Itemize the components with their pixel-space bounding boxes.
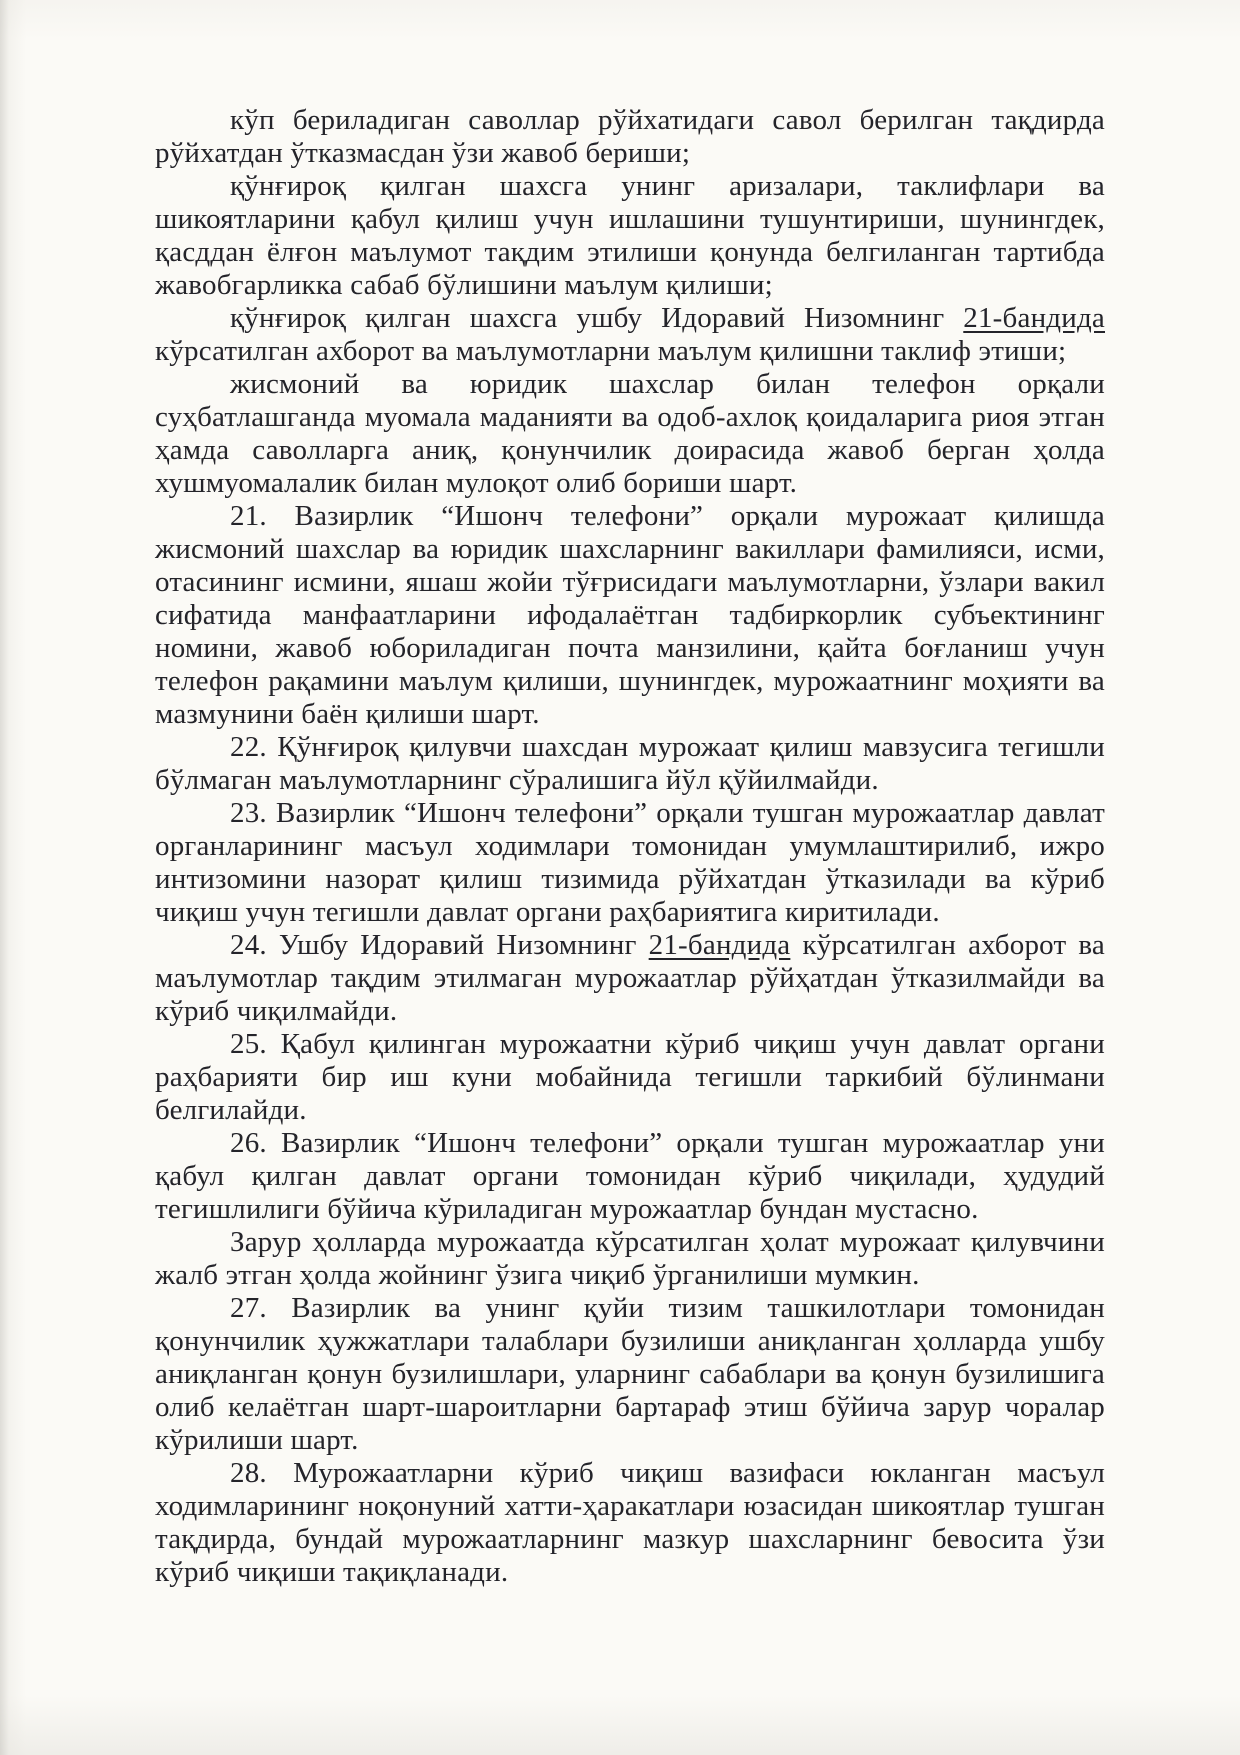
- clause-text-before-ref: қўнғироқ қилган шахсга ушбу Идоравий Низомнинг: [230, 302, 964, 334]
- clause-26: 26. Вазирлик “Ишонч телефони” орқали тушган мурожаатлар уни қабул қилган давлат органи томонидан кўриб чиқилади, ҳудудий тегишлилиги бўйича кўриладиган мурожаатлар бундан мустасно.: [155, 1127, 1105, 1225]
- clause-text-after-ref: кўрсатилган ахборот ва маълумотлар тақдим этилмаган мурожаатлар рўйҳатдан ўтказилмайди ва кўриб чиқилмайди.: [155, 929, 1106, 1027]
- clause-text-before-ref: 24. Ушбу Идоравий Низомнинг: [230, 929, 649, 961]
- band-21-reference: 21-бандида: [648, 929, 791, 961]
- band-21-reference: 21-бандида: [963, 302, 1105, 334]
- clause-27: 27. Вазирлик ва унинг қуйи тизим ташкилотлари томонидан қонунчилик ҳужжатлари талаблари бузилиши аниқланган ҳолларда ушбу аниқланган қонун бузилишлари, уларнинг сабаблари ва қонун бузилишига олиб келаётган шарт-шароитларни бартараф этиш бўйича зарур чоралар кўрилиши шарт.: [155, 1292, 1105, 1456]
- clause-26-note: Зарур ҳолларда мурожаатда кўрсатилган ҳолат мурожаат қилувчини жалб этган ҳолда жойнинг ўзига чиқиб ўрганилиши мумкин.: [155, 1226, 1105, 1291]
- clause-offer-required-info: [155, 302, 1105, 368]
- clause-21: 21. Вазирлик “Ишонч телефони” орқали мурожаат қилишда жисмоний шахслар ва юридик шахсларнинг вакиллари фамилияси, исми, отасининг исмини, яшаш жойи тўғрисидаги маълумотларни, ўзлари вакил сифатида манфаатларини ифодалаётган тадбиркорлик субъектининг номини, жавоб юбориладиган почта манзилини, қайта боғланиш учун телефон рақамини маълум қилиши, шунингдек, мурожаатнинг моҳияти ва мазмунини баён қилиши шарт.: [155, 500, 1105, 730]
- clause-22: 22. Қўнғироқ қилувчи шахсдан мурожаат қилиш мавзусига тегишли бўлмаган маълумотларнинг сўралишига йўл қўйилмайди.: [155, 731, 1105, 796]
- clause-faq-direct-answer: кўп бериладиган саволлар рўйхатидаги савол берилган тақдирда рўйхатдан ўтказмасдан ўзи жавоб бериши;: [155, 104, 1105, 169]
- clause-phone-ethics: жисмоний ва юридик шахслар билан телефон орқали суҳбатлашганда муомала маданияти ва одоб-ахлоқ қоидаларига риоя этган ҳамда саволларга аниқ, қонунчилик доирасида жавоб берган ҳолда хушмуомалалик билан мулоқот олиб бориши шарт.: [155, 368, 1105, 499]
- clause-24: [155, 929, 1105, 1028]
- clause-23: 23. Вазирлик “Ишонч телефони” орқали тушган мурожаатлар давлат органларининг масъул ходимлари томонидан умумлаштирилиб, ижро интизомини назорат қилиш тизимида рўйхатдан ўтказилади ва кўриб чиқиш учун тегишли давлат органи раҳбариятига киритилади.: [155, 797, 1105, 928]
- document-body: [155, 104, 1105, 1589]
- clause-25: 25. Қабул қилинган мурожаатни кўриб чиқиш учун давлат органи раҳбарияти бир иш куни мобайнида тегишли таркибий бўлинмани белгилайди.: [155, 1028, 1105, 1126]
- clause-28: 28. Мурожаатларни кўриб чиқиш вазифаси юкланган масъул ходимларининг ноқонуний хатти-ҳаракатлари юзасидан шикоятлар тушган тақдирда, бундай мурожаатларнинг мазкур шахсларнинг бевосита ўзи кўриб чиқиши тақиқланади.: [155, 1457, 1105, 1588]
- clause-explain-and-warn: қўнғироқ қилган шахсга унинг аризалари, таклифлари ва шикоятларини қабул қилиш учун ишлашини тушунтириши, шунингдек, қасддан ёлғон маълумот тақдим этилиши қонунда белгиланган тартибда жавобгарликка сабаб бўлишини маълум қилиши;: [155, 170, 1105, 301]
- clause-text-after-ref: кўрсатилган ахборот ва маълумотларни маълум қилишни таклиф этиши;: [155, 335, 1067, 367]
